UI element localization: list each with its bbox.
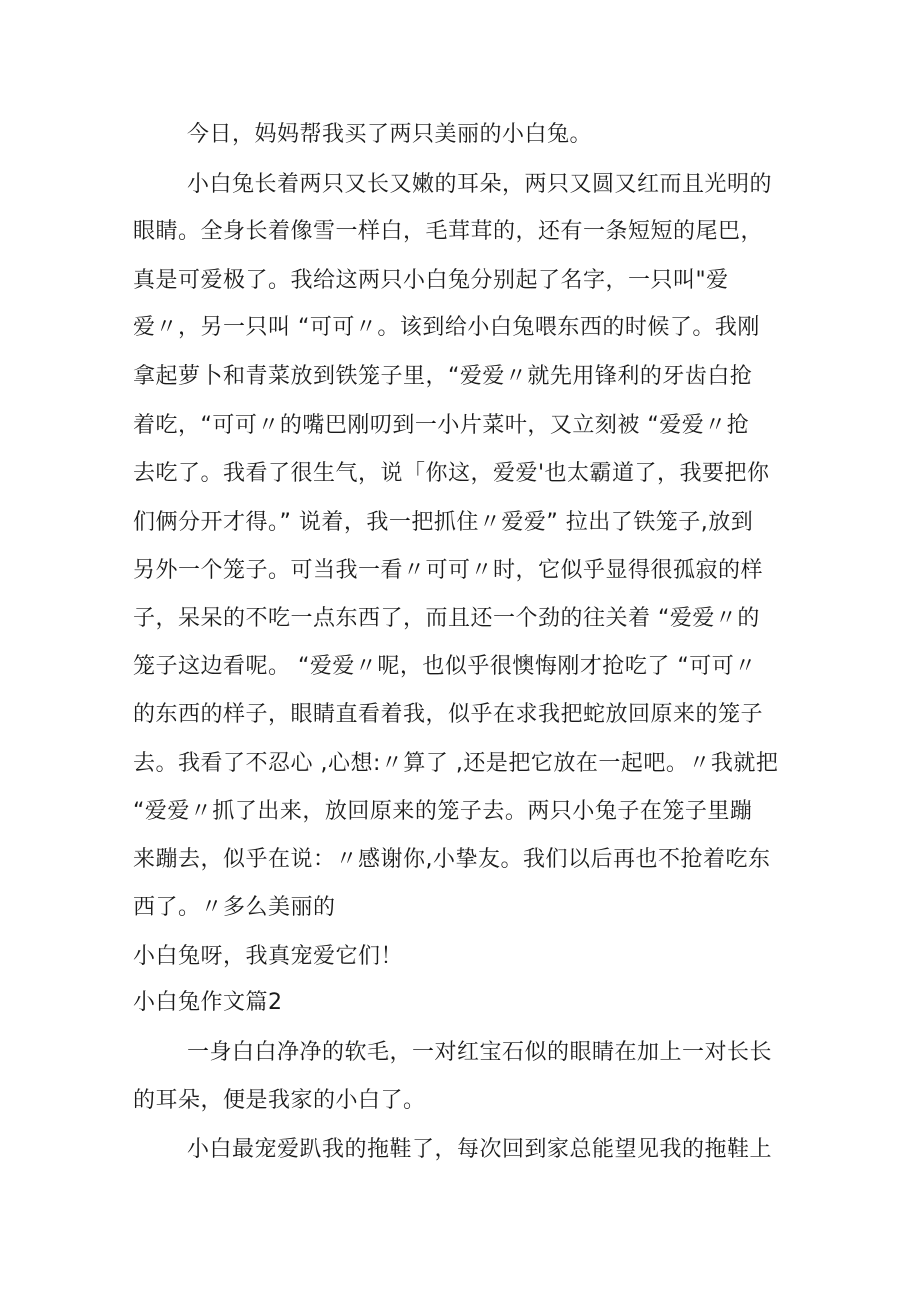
paragraph-line: 笼子这边看呢。 “爱爱〃呢，也似乎很懊悔刚才抢吃了 “可可〃 (133, 654, 757, 679)
paragraph-line: 另外一个笼子。可当我一看〃可可〃时，它似乎显得很孤寂的样 (133, 558, 764, 583)
paragraph-line: 一身白白净净的软毛，一对红宝石似的眼睛在加上一对长长 (187, 1040, 773, 1065)
paragraph-line: 着吃，“可可〃的嘴巴刚叨到一小片菜叶，又立刻被 “爱爱〃抢 (133, 413, 750, 438)
paragraph-line: 爱〃，另一只叫 “可可〃。该到给小白兔喂东西的时候了。我刚 (133, 315, 760, 340)
paragraph-line: 来蹦去，似乎在说：〃感谢你,小挚友。我们以后再也不抢着吃东 (133, 847, 771, 872)
paragraph-line: 拿起萝卜和青菜放到铁笼子里，“爱爱〃就先用锋利的牙齿白抢 (133, 364, 753, 389)
paragraph-line: 今日，妈妈帮我买了两只美丽的小白兔。 (187, 122, 593, 147)
paragraph-line: 子，呆呆的不吃一点东西了，而且还一个劲的往关着 “爱爱〃的 (133, 606, 760, 631)
paragraph-line: 去吃了。我看了很生气，说「你这，爱爱'也太霸道了，我要把你 (133, 461, 770, 486)
paragraph-line: 真是可爱极了。我给这两只小白兔分别起了名字，一只叫"爱 (133, 268, 729, 293)
paragraph-line: 去。我看了不忍心 ,心想:〃算了 ,还是把它放在一起吧。〃我就把 (133, 751, 779, 776)
paragraph-line: 西了。〃多么美丽的 (133, 895, 336, 920)
paragraph-line: 眼睛。全身长着像雪一样白，毛茸茸的，还有一条短短的尾巴， (133, 219, 764, 244)
paragraph-line: 的耳朵，便是我家的小白了。 (133, 1088, 426, 1113)
paragraph-line: “爱爱〃抓了出来，放回原来的笼子去。两只小兔子在笼子里蹦 (133, 799, 753, 824)
paragraph-line: 们俩分开才得。” 说着，我一把抓住〃爱爱” 拉出了铁笼子,放到 (133, 510, 754, 535)
paragraph-line: 小白兔长着两只又长又嫩的耳朵，两只又圆又红而且光明的 (187, 172, 773, 197)
paragraph-line: 的东西的样子，眼睛直看着我，似乎在求我把蛇放回原来的笼子 (133, 702, 764, 727)
section-heading: 小白兔作文篇2 (133, 990, 283, 1015)
paragraph-line: 小白最宠爱趴我的拖鞋了，每次回到家总能望见我的拖鞋上 (187, 1137, 773, 1162)
paragraph-line: 小白兔呀，我真宠爱它们！ (133, 944, 404, 969)
